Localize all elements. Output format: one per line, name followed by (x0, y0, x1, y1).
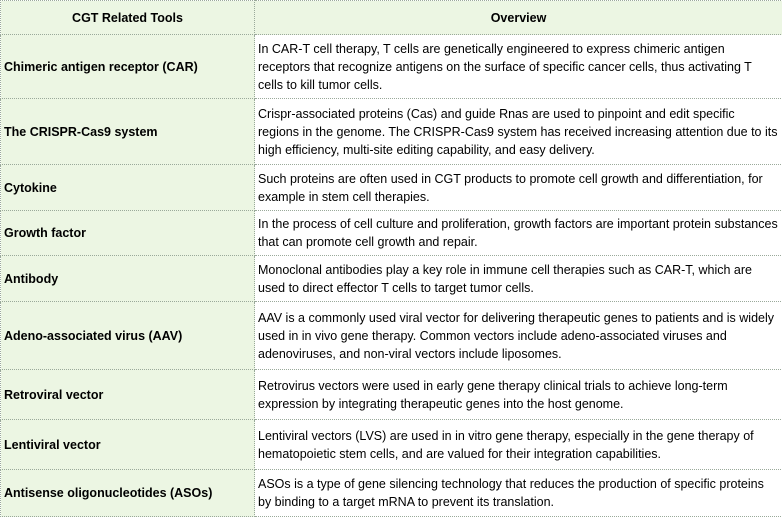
overview-cell: Monoclonal antibodies play a key role in immune cell therapies such as CAR-T, which are used to direct effector T cells to target tumor cells. (255, 256, 782, 302)
tool-name-cell: Cytokine (1, 165, 255, 211)
table-row (1, 99, 782, 165)
table-row (1, 165, 782, 211)
overview-cell: Lentiviral vectors (LVS) are used in in vitro gene therapy, especially in the gene therapy of hematopoietic stem cells, and are valued for their integration capabilities. (255, 420, 782, 470)
overview-cell: Such proteins are often used in CGT products to promote cell growth and differentiation, for example in stem cell therapies. (255, 165, 782, 211)
tool-name-cell: Chimeric antigen receptor (CAR) (1, 35, 255, 99)
table-row (1, 370, 782, 420)
tool-name-cell: Antibody (1, 256, 255, 302)
tool-name-cell: Antisense oligonucleotides (ASOs) (1, 470, 255, 517)
table-header-row (1, 1, 782, 35)
overview-cell: Retrovirus vectors were used in early gene therapy clinical trials to achieve long-term expression by integrating therapeutic genes into the host genome. (255, 370, 782, 420)
table-row (1, 211, 782, 256)
table-row (1, 35, 782, 99)
overview-cell: In CAR-T cell therapy, T cells are genetically engineered to express chimeric antigen receptors that recognize antigens on the surface of specific cancer cells, thus activating T cells to kill tumor cells. (255, 35, 782, 99)
overview-cell: In the process of cell culture and proliferation, growth factors are important protein substances that can promote cell growth and repair. (255, 211, 782, 256)
tool-name-cell: Adeno-associated virus (AAV) (1, 302, 255, 370)
column-header-overview: Overview (255, 1, 782, 35)
table-row (1, 256, 782, 302)
table-row (1, 470, 782, 517)
tool-name-cell: Lentiviral vector (1, 420, 255, 470)
column-header-tools: CGT Related Tools (1, 1, 255, 35)
overview-cell: Crispr-associated proteins (Cas) and guide Rnas are used to pinpoint and edit specific regions in the genome. The CRISPR-Cas9 system has received increasing attention due to its high efficiency, multi-site editing capability, and easy delivery. (255, 99, 782, 165)
tool-name-cell: The CRISPR-Cas9 system (1, 99, 255, 165)
tool-name-cell: Growth factor (1, 211, 255, 256)
tool-name-cell: Retroviral vector (1, 370, 255, 420)
overview-cell: ASOs is a type of gene silencing technology that reduces the production of specific proteins by binding to a target mRNA to prevent its translation. (255, 470, 782, 517)
table-row (1, 420, 782, 470)
table-row (1, 302, 782, 370)
overview-cell: AAV is a commonly used viral vector for delivering therapeutic genes to patients and is widely used in in vivo gene therapy. Common vectors include adeno-associated viruses and adenoviruses, and non-viral vectors include liposomes. (255, 302, 782, 370)
